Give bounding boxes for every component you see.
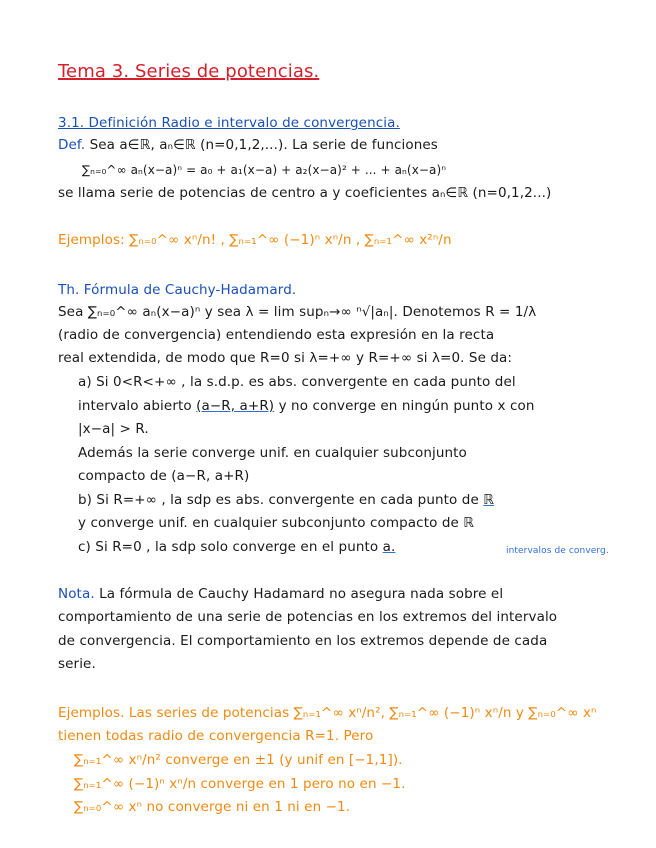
case-b-text: b) Si R=+∞ , la sdp es abs. convergente en cada punto de bbox=[78, 492, 484, 508]
case-a-line-3: |x−a| > R. bbox=[78, 421, 149, 437]
definition-line-1 bbox=[58, 135, 438, 155]
case-a-line-5: compacto de (a−R, a+R) bbox=[78, 468, 250, 484]
examples-1-label: Ejemplos: bbox=[58, 232, 125, 248]
side-note: intervalos de converg. bbox=[506, 546, 609, 556]
definition-line-3: se llama serie de potencias de centro a y coeficientes aₙ∈ℝ (n=0,1,2...) bbox=[58, 185, 552, 201]
theorem-line-3: real extendida, de modo que R=0 si λ=+∞ y R=+∞ si λ=0. Se da: bbox=[58, 350, 513, 366]
theorem-line-1: Sea ∑ₙ₌₀^∞ aₙ(x−a)ⁿ y sea λ = lim supₙ→∞ ⁿ√|aₙ|. Denotemos R = 1/λ bbox=[58, 304, 537, 320]
case-a-line-1: a) Si 0<R<+∞ , la s.d.p. es abs. convergente en cada punto del bbox=[78, 374, 516, 390]
theorem-heading: Th. Fórmula de Cauchy-Hadamard. bbox=[58, 282, 297, 298]
case-a-text-post: y no converge en ningún punto x con bbox=[274, 398, 535, 414]
case-c-text: c) Si R=0 , la sdp solo converge en el punto bbox=[78, 539, 383, 555]
note-line-3: de convergencia. El comportamiento en los extremos depende de cada bbox=[58, 633, 548, 649]
note-line-4: serie. bbox=[58, 656, 96, 672]
open-interval: (a−R, a+R) bbox=[196, 398, 275, 414]
examples-2-line-2: tienen todas radio de convergencia R=1. Pero bbox=[58, 728, 374, 744]
real-line-symbol: ℝ bbox=[483, 492, 495, 508]
note-line-2: comportamiento de una serie de potencias en los extremos del intervalo bbox=[58, 609, 558, 625]
examples-2-line-1: Ejemplos. Las series de potencias ∑ₙ₌₁^∞ xⁿ/n², ∑ₙ₌₁^∞ (−1)ⁿ xⁿ/n y ∑ₙ₌₀^∞ xⁿ bbox=[58, 705, 597, 721]
examples-1 bbox=[58, 230, 452, 250]
examples-2-line-4: ∑ₙ₌₁^∞ (−1)ⁿ xⁿ/n converge en 1 pero no en −1. bbox=[74, 776, 406, 792]
case-b-line-1 bbox=[78, 490, 494, 510]
center-point: a. bbox=[382, 539, 396, 555]
definition-label: Def. bbox=[58, 137, 86, 153]
note-text-1: La fórmula de Cauchy Hadamard no asegura nada sobre el bbox=[99, 586, 504, 602]
case-a-line-4: Además la serie converge unif. en cualquier subconjunto bbox=[78, 445, 467, 461]
section-heading-definition: 3.1. Definición Radio e intervalo de convergencia. bbox=[58, 115, 400, 131]
case-a-text-pre: intervalo abierto bbox=[78, 398, 197, 414]
case-c-line bbox=[78, 537, 395, 557]
case-a-line-2 bbox=[78, 396, 535, 416]
note-line-1 bbox=[58, 584, 503, 604]
note-label: Nota. bbox=[58, 586, 95, 602]
definition-formula: ∑ₙ₌₀^∞ aₙ(x−a)ⁿ = a₀ + a₁(x−a) + a₂(x−a)² + ... + aₙ(x−a)ⁿ bbox=[82, 163, 447, 177]
theorem-line-2: (radio de convergencia) entendiendo esta expresión en la recta bbox=[58, 327, 495, 343]
case-b-line-2: y converge unif. en cualquier subconjunto compacto de ℝ bbox=[78, 515, 475, 531]
definition-text-1: Sea a∈ℝ, aₙ∈ℝ (n=0,1,2,...). La serie de funciones bbox=[89, 137, 438, 153]
examples-1-text: ∑ₙ₌₀^∞ xⁿ/n! , ∑ₙ₌₁^∞ (−1)ⁿ xⁿ/n , ∑ₙ₌₁^∞ x²ⁿ/n bbox=[129, 232, 452, 248]
page-title: Tema 3. Series de potencias. bbox=[58, 61, 320, 82]
examples-2-line-5: ∑ₙ₌₀^∞ xⁿ no converge ni en 1 ni en −1. bbox=[74, 799, 351, 815]
examples-2-line-3: ∑ₙ₌₁^∞ xⁿ/n² converge en ±1 (y unif en [−1,1]). bbox=[74, 752, 403, 768]
